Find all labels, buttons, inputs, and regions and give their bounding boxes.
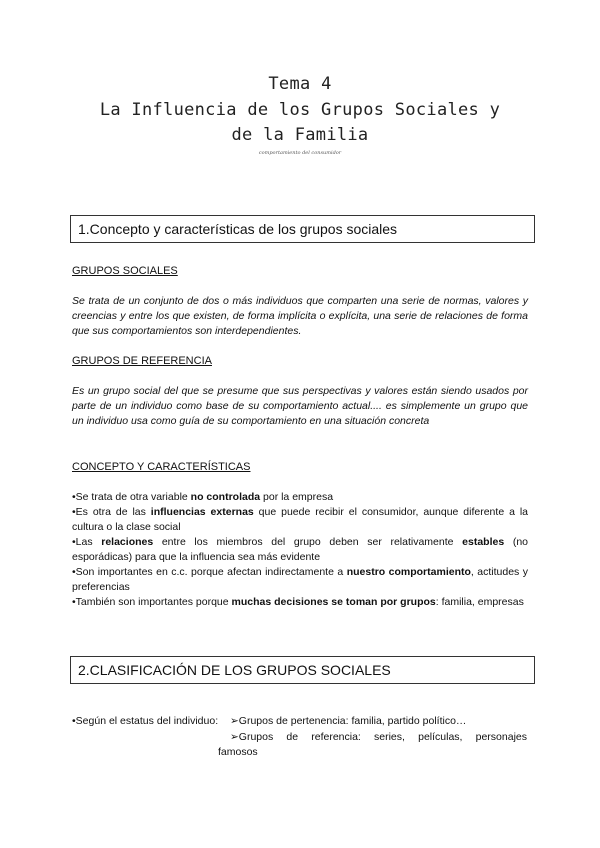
bullet-decisiones: •También son importantes porque muchas decisiones se toman por grupos: familia, empresas bbox=[72, 596, 524, 608]
page-title-line1: La Influencia de los Grupos Sociales y bbox=[99, 100, 501, 120]
grupos-referencia-text: Es un grupo social del que se presume que sus perspectivas y valores están siendo usados por parte de un individuo como base de su comportamiento actual.... es simplemente un grupo que un individuo usa como guía de su comportamiento en una situación concreta bbox=[72, 385, 528, 427]
clasificacion-item-referencia: ➢Grupos de referencia: series, películas, personajes bbox=[230, 731, 527, 743]
clasificacion-item-referencia-cont: famosos bbox=[218, 746, 258, 758]
grupos-sociales-heading: GRUPOS SOCIALES bbox=[72, 265, 178, 277]
bullet-no-controlada: •Se trata de otra variable no controlada por la empresa bbox=[72, 491, 334, 503]
tema-number: Tema 4 bbox=[268, 74, 332, 94]
page-title-line2: de la Familia bbox=[231, 125, 369, 145]
concepto-bullet-list bbox=[72, 490, 528, 610]
section1-title: 1.Concepto y características de los grupos sociales bbox=[70, 215, 535, 243]
bullet-relaciones: •Las relaciones entre los miembros del grupo deben ser relativamente estables (no esporádicas) para que la influencia sea más evidente bbox=[72, 536, 528, 563]
clasificacion-lead: •Según el estatus del individuo: bbox=[72, 715, 219, 727]
bullet-influencias-externas: •Es otra de las influencias externas que puede recibir el consumidor, aunque diferente a la cultura o la clase social bbox=[72, 506, 529, 533]
grupos-sociales-text: Se trata de un conjunto de dos o más individuos que comparten una serie de normas, valores y creencias y entre los que existen, de forma implícita o explícita, una serie de relaciones de forma que sus comportamientos son interdependientes. bbox=[72, 295, 528, 337]
bullet-comportamiento: •Son importantes en c.c. porque afectan indirectamente a nuestro comportamiento, actitudes y preferencias bbox=[72, 566, 528, 593]
page-subtitle: comportamiento del consumidor bbox=[258, 150, 342, 156]
grupos-referencia-heading: GRUPOS DE REFERENCIA bbox=[72, 355, 212, 367]
section2-title: 2.CLASIFICACIÓN DE LOS GRUPOS SOCIALES bbox=[70, 656, 535, 684]
concepto-heading: CONCEPTO Y CARACTERÍSTICAS bbox=[72, 461, 251, 473]
clasificacion-item-pertenencia: ➢Grupos de pertenencia: familia, partido político… bbox=[230, 715, 467, 727]
